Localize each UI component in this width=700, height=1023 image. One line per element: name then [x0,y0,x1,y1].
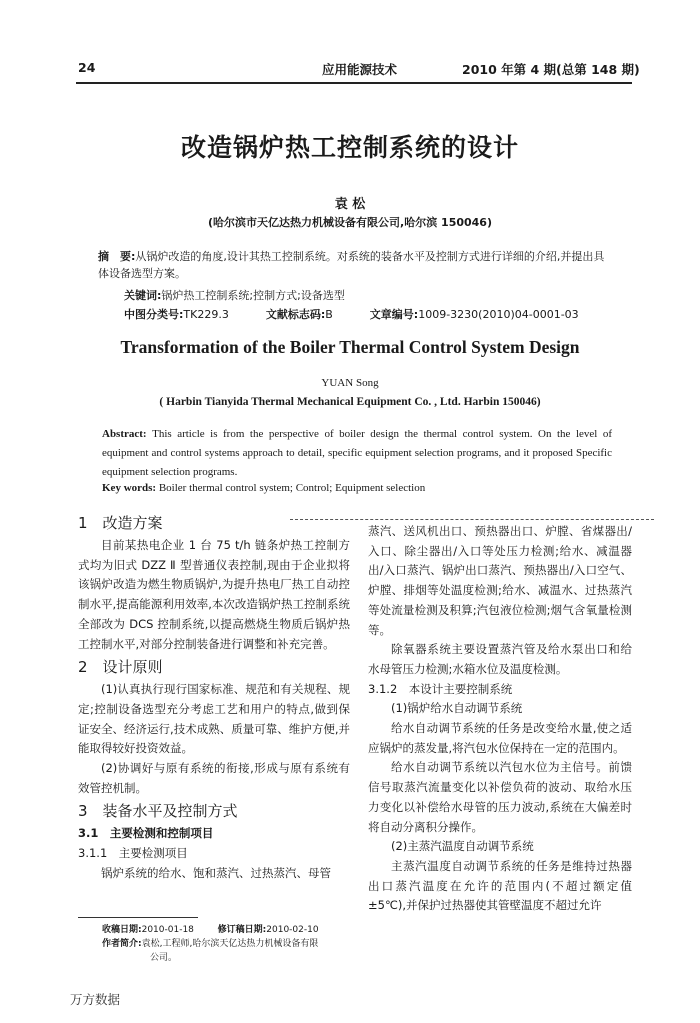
clc-value: TK229.3 [183,308,229,321]
section-3-1-1-heading: 3.1.1 主要检测项目 [78,846,188,861]
keywords-cn-label: 关键词: [124,289,162,302]
section-2-paragraph-2: (2)协调好与原有系统的衔接,形成与原有系统有效管控机制。 [78,761,350,795]
header-rule [76,82,632,84]
section-3-1-1-paragraph: 锅炉系统的给水、饱和蒸汽、过热蒸汽、母管 [101,865,331,880]
section-2-heading: 2 设计原则 [78,658,163,677]
affiliation-cn: (哈尔滨市天亿达热力机械设备有限公司,哈尔滨 150046) [208,216,492,229]
abstract-en-text: This article is from the perspective of boiler design the thermal control system. On the level of equipment and control systems approach to detail, specific equipment selection programs, and it proposed Specific equipment selection programs. [102,428,612,478]
keywords-cn-text: 锅炉热工控制系统;控制方式;设备选型 [161,289,345,302]
author-cn: 袁 松 [334,197,366,212]
revised-label: 修订稿日期: [217,925,267,935]
doc-label: 文献标志码: [265,308,326,321]
author-bio-text: 袁松,工程师,哈尔滨天亿达热力机械设备有限 [141,939,319,949]
classification-line [124,306,579,322]
right-paragraph-1: 蒸汽、送风机出口、预热器出口、炉膛、省煤器出/入口、除尘器出/入口等处压力检测;给水、减温器出/入口蒸汽、锅炉出口蒸汽、预热器出/入口空气、炉膛、排烟等处温度检测;给水、减温水、过热蒸汽等处流量检测及积算;汽包液位检测;烟气含氧量检测等。 [368,524,632,637]
section-3-heading: 3 装备水平及控制方式 [78,802,238,821]
article-label: 文章编号: [369,308,419,321]
section-1-heading: 1 改造方案 [78,514,163,532]
journal-name: 应用能源技术 [322,62,398,77]
abstract-en [102,425,612,482]
footnote-rule [78,917,198,918]
right-column [368,522,632,916]
left-column [78,510,350,884]
watermark: 万方数据 [70,992,121,1007]
footnote-author [102,936,318,949]
author-bio-label: 作者简介: [102,939,142,949]
footnote-author-cont: 公司。 [150,953,178,963]
keywords-en-label: Key words: [102,482,157,494]
received-date: 2010-01-18 [141,925,194,935]
section-1-paragraph: 目前某热电企业 1 台 75 t/h 链条炉热工控制方式均为旧式 DZZ Ⅱ 型普通仪表控制,现由于企业拟将该锅炉改造为燃生物质锅炉,为提升热电厂热工自动控制水平,提高能源利用效率,本次改造锅炉热工控制系统全部改为 DCS 控制系统,以提高燃烧生物质后锅炉热工控制水平,对部分控制装备进行调整和补充完善。 [78,538,350,651]
control-2-paragraph: 主蒸汽温度自动调节系统的任务是维持过热器出口蒸汽温度在允许的范围内(不超过额定值 ±5℃),并保护过热器使其管壁温度不超过允许 [368,858,632,913]
section-2-paragraph-1: (1)认真执行现行国家标准、规范和有关规程、规定;控制设备选型充分考虑工艺和用户的特点,做到保证安全、经济运行,技术成熟、质量可靠、维护方便,并能取得较好投资效益。 [78,682,350,756]
affiliation-en: ( Harbin Tianyida Thermal Mechanical Equipment Co. , Ltd. Harbin 150046) [159,396,541,408]
keywords-en-text: Boiler thermal control system; Control; Equipment selection [158,482,426,494]
author-en: YUAN Song [321,377,379,389]
issue-info: 2010 年第 4 期(总第 148 期) [462,62,640,77]
keywords-cn [124,287,345,303]
abstract-en-label: Abstract: [102,428,147,440]
footnote-dates [102,922,319,935]
revised-date: 2010-02-10 [266,925,319,935]
right-paragraph-2: 除氧器系统主要设置蒸汽管及给水泵出口和给水母管压力检测;水箱水位及温度检测。 [368,642,632,676]
abstract-cn [98,248,612,282]
abstract-cn-label: 摘 要: [98,250,136,263]
section-3-1-heading: 3.1 主要检测和控制项目 [78,826,214,841]
control-1-title: (1)锅炉给水自动调节系统 [391,701,523,716]
page-number: 24 [78,60,96,75]
received-label: 收稿日期: [102,925,142,935]
control-1-paragraph-2: 给水自动调节系统以汽包水位为主信号。前馈信号取蒸汽流量变化以补偿负荷的波动、取给水压力变化以补偿给水母管的压力波动,系统在大偏差时将自动分离积分操作。 [368,760,632,834]
doc-value: B [325,308,333,321]
article-value: 1009-3230(2010)04-0001-03 [418,308,579,321]
section-3-1-2-heading: 3.1.2 本设计主要控制系统 [368,681,513,696]
clc-label: 中图分类号: [124,308,184,321]
control-1-paragraph-1: 给水自动调节系统的任务是改变给水量,使之适应锅炉的蒸发量,将汽包水位保持在一定的范围内。 [368,721,632,755]
control-2-title: (2)主蒸汽温度自动调节系统 [391,839,534,854]
abstract-cn-text: 从锅炉改造的角度,设计其热工控制系统。对系统的装备水平及控制方式进行详细的介绍,并提出具体设备选型方案。 [98,250,605,280]
keywords-en [102,482,425,494]
title-cn: 改造锅炉热工控制系统的设计 [180,133,519,162]
title-en: Transformation of the Boiler Thermal Control System Design [120,337,580,357]
